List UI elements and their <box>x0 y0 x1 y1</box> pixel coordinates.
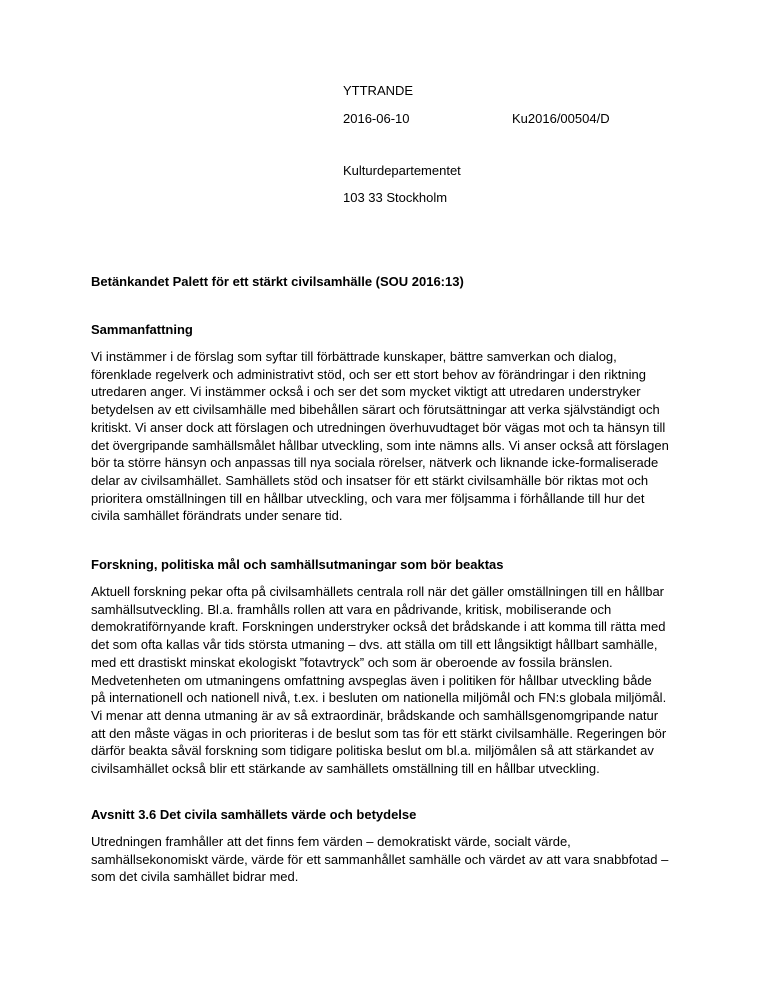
body-line: samhällsutveckling. Bl.a. framhålls rollen att vara en pådrivande, kritisk, mobiliserande och <box>91 601 612 617</box>
body-line: civila samhället förändrats under senare tid. <box>91 508 343 524</box>
document-date: 2016-06-10 <box>343 111 410 126</box>
body-line: Vi menar att denna utmaning är av så extraordinär, brådskande och samhällsgenomgripande natur <box>91 707 659 723</box>
body-line: kritiskt. Vi anser dock att förslagen och utredningen överhuvudtaget bör vägas mot och ta hänsyn till <box>91 419 666 435</box>
section-body <box>91 348 695 525</box>
document-reference: Ku2016/00504/D <box>512 111 610 126</box>
body-line: civilsamhället också blir ett stärkande av samhällets omställning till en hållbar utveckling. <box>91 761 600 777</box>
body-line: bör ta större hänsyn och anpassas till nya sociala rörelser, nätverk och liknande icke-formaliserade <box>91 455 659 471</box>
body-line: som det civila samhället bidrar med. <box>91 869 299 885</box>
body-line: Medvetenheten om utmaningens omfattning avspeglas även i politiken för hållbar utveckling både <box>91 672 652 688</box>
body-line: betydelsen av ett civilsamhälle med bibehållen särart och förutsättningar att verka självständigt och <box>91 402 660 418</box>
body-line: delar av civilsamhället. Samhällets stöd och insatser för ett stärkt civilsamhälle bör riktas mot och <box>91 472 649 488</box>
recipient-name: Kulturdepartementet <box>343 163 461 178</box>
document-title: Betänkandet Palett för ett stärkt civilsamhälle (SOU 2016:13) <box>91 274 464 289</box>
section-body <box>91 583 695 778</box>
body-line: att den måste vägas in och prioriteras i de beslut som tas för ett stärkt civilsamhälle. Regeringen bör <box>91 725 667 741</box>
body-line: på internationell och nationell nivå, t.ex. i besluten om nationella miljömål och FN:s globala miljömål. <box>91 690 667 706</box>
section-heading: Sammanfattning <box>91 322 193 337</box>
body-line: det som ofta kallas vår tids största utmaning – dvs. att ställa om till ett långsiktigt hållbart samhälle, <box>91 637 658 653</box>
section-body <box>91 833 695 886</box>
section-heading: Forskning, politiska mål och samhällsutmaningar som bör beaktas <box>91 557 504 572</box>
body-line: det övergripande samhällsmålet hållbar utveckling, som inte nämns alls. Vi anser också att förslagen <box>91 437 669 453</box>
document-type: YTTRANDE <box>343 83 414 98</box>
body-line: med ett drastiskt minskat ekologiskt ”fotavtryck” och som är oberoende av fossila bränslen. <box>91 654 613 670</box>
body-line: därför beakta såväl forskning som tidigare politiska beslut om bl.a. miljömålen så att stärkandet av <box>91 743 654 759</box>
body-line: Vi instämmer i de förslag som syftar till förbättrade kunskaper, bättre samverkan och dialog, <box>91 349 617 364</box>
body-line: förenklade regelverk och administrativt stöd, och ser ett stort behov av förändringar i den riktning <box>91 366 646 382</box>
body-line: demokratiförnyande kraft. Forskningen understryker också det brådskande i att komma till rätta med <box>91 619 666 635</box>
body-line: Utredningen framhåller att det finns fem värden – demokratiskt värde, socialt värde, <box>91 834 571 849</box>
body-line: samhällsekonomiskt värde, värde för ett sammanhållet samhälle och värdet av att vara snabbfotad – <box>91 851 669 867</box>
body-line: prioritera omställningen till en hållbar utveckling, och vara mer följsamma i förhållande till hur det <box>91 490 645 506</box>
section-heading: Avsnitt 3.6 Det civila samhällets värde och betydelse <box>91 807 417 822</box>
recipient-address: 103 33 Stockholm <box>343 190 448 205</box>
body-line: utredaren anger. Vi instämmer också i och ser det som mycket viktigt att utredaren understryker <box>91 384 641 400</box>
body-line: Aktuell forskning pekar ofta på civilsamhällets centrala roll när det gäller omställningen till en hållbar <box>91 584 665 599</box>
